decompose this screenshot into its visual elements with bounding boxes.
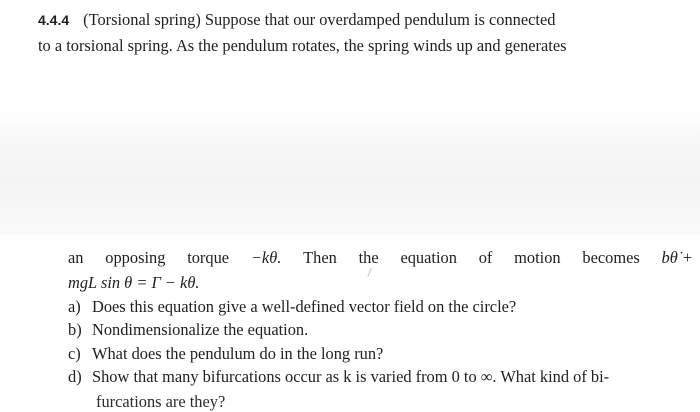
exercise-intro-line-2: to a torsional spring. As the pendulum rotates, the spring winds up and generates	[38, 36, 567, 55]
question-list	[68, 295, 693, 389]
word: equation	[400, 248, 457, 267]
word: the	[358, 248, 379, 267]
torque-expression: −kθ.	[250, 248, 282, 267]
equation-continuation: mgL sin θ = Γ − kθ.	[68, 272, 200, 292]
question-d	[68, 365, 693, 388]
question-b	[68, 318, 693, 341]
question-label: d)	[68, 367, 82, 387]
continuation-line-1	[68, 246, 693, 271]
question-text: Nondimensionalize the equation.	[92, 320, 309, 340]
scan-blank-region	[0, 105, 700, 235]
cutoff-line: furcations are they?	[96, 392, 226, 411]
question-c	[68, 342, 693, 365]
word: of	[478, 248, 493, 267]
word: opposing	[105, 248, 166, 267]
exercise-intro-line-1: Suppose that our overdamped pendulum is connected	[204, 10, 556, 29]
word: Then	[303, 248, 337, 267]
exercise-header	[38, 7, 688, 58]
question-text: Show that many bifurcations occur as k is varied from 0 to ∞. What kind of bi-	[92, 367, 610, 387]
question-text: Does this equation give a well-defined vector field on the circle?	[92, 297, 517, 316]
question-label: b)	[68, 320, 82, 340]
word: motion	[514, 248, 561, 267]
word: an	[68, 248, 84, 267]
exercise-continuation	[68, 246, 693, 389]
exercise-first-line	[38, 7, 688, 33]
question-text: What does the pendulum do in the long run?	[92, 343, 384, 363]
word: torque	[187, 248, 230, 267]
equation-start: bθ̇ +	[661, 248, 693, 267]
exercise-title: (Torsional spring)	[83, 10, 201, 29]
question-label: a)	[68, 297, 81, 316]
exercise-number: 4.4.4	[38, 12, 70, 28]
question-a	[68, 295, 693, 318]
word: becomes	[582, 248, 640, 267]
question-label: c)	[68, 343, 81, 363]
